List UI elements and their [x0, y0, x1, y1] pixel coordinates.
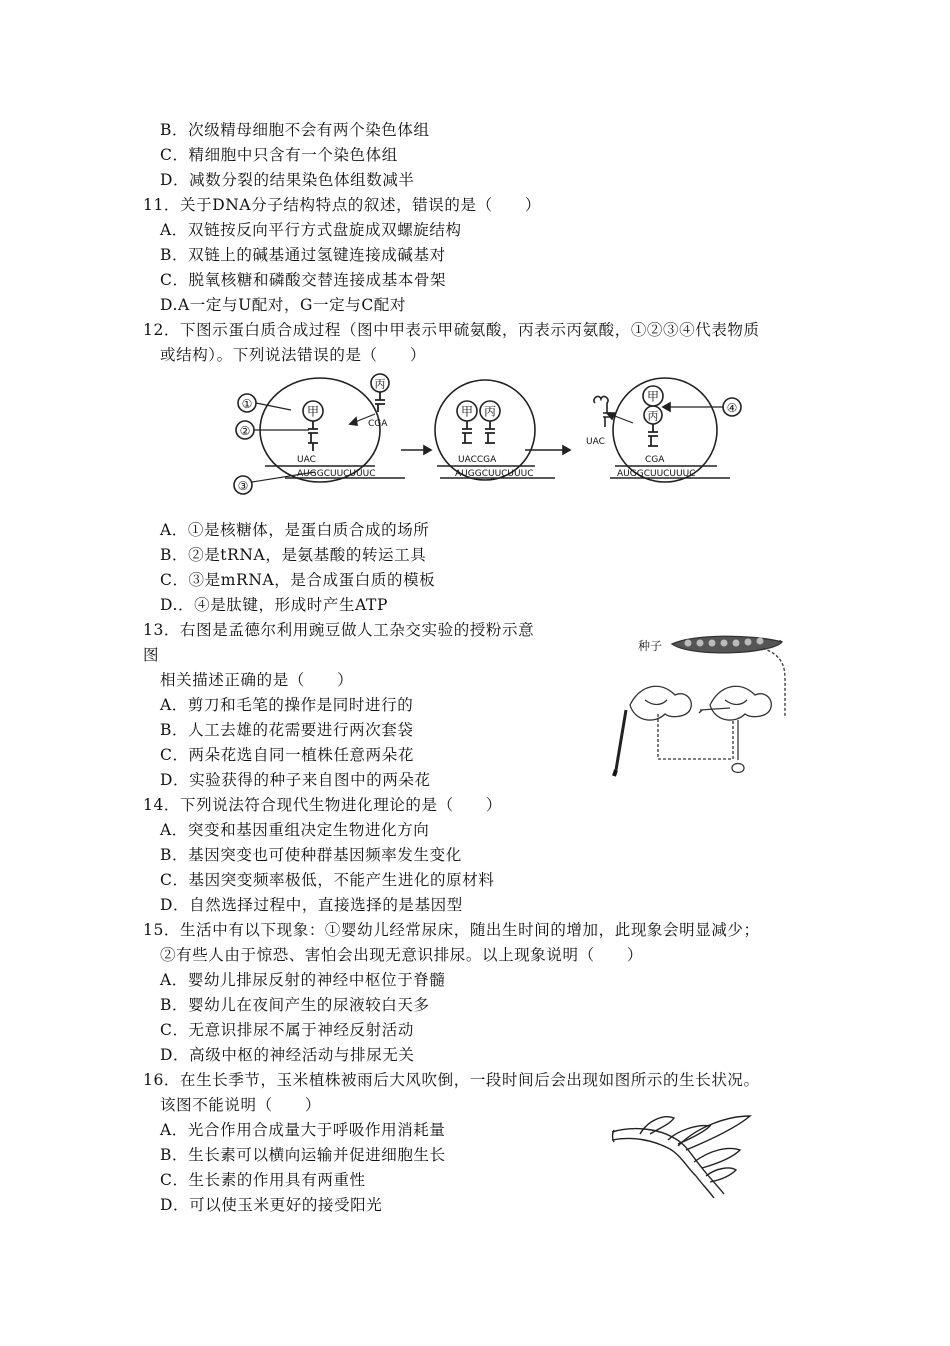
anticodon-cga-3: CGA	[645, 455, 665, 465]
q13-option-c: C．两朵花选自同一植株任意两朵花	[160, 746, 414, 764]
q11-option-d: D.A一定与U配对，G一定与C配对	[160, 296, 407, 314]
q16-option-a: A．光合作用合成量大于呼吸作用消耗量	[160, 1121, 446, 1139]
q16-option-b: B．生长素可以横向运输并促进细胞生长	[160, 1146, 446, 1164]
q14-option-c: C．基因突变频率极低，不能产生进化的原材料	[160, 871, 495, 889]
q13-stem-line3: 相关描述正确的是（ ）	[160, 671, 354, 689]
q14-option-b: B．基因突变也可使种群基因频率发生变化	[160, 846, 462, 864]
q16-option-c: C．生长素的作用具有两重性	[160, 1171, 366, 1189]
q11-option-c: C．脱氧核糖和磷酸交替连接成基本骨架	[160, 271, 447, 289]
q15-option-b: B．婴幼儿在夜间产生的尿液较白天多	[160, 996, 430, 1014]
bing-label-1: 丙	[374, 377, 386, 391]
q10-option-b: B．次级精母细胞不会有两个染色体组	[160, 121, 430, 139]
label-2: ②	[239, 424, 251, 438]
q11-option-b: B．双链上的碱基通过氢键连接成碱基对	[160, 246, 446, 264]
anticodon-uac-1: UAC	[297, 455, 316, 465]
q14-stem: 14．下列说法符合现代生物进化理论的是（ ）	[143, 796, 503, 814]
anticodon-cga-incoming: CGA	[368, 419, 388, 429]
q16-option-d: D．可以使玉米更好的接受阳光	[160, 1196, 383, 1214]
q13-option-a: A．剪刀和毛笔的操作是同时进行的	[160, 696, 414, 714]
anticodon-uaccga-2: UACCGA	[458, 455, 497, 465]
q10-option-c: C．精细胞中只含有一个染色体组	[160, 146, 398, 164]
mrna-seq-2: AUGGCUUCUUUC	[455, 469, 534, 479]
ribosome-2	[435, 380, 535, 480]
q12-option-b: B．②是tRNA，是氨基酸的转运工具	[160, 546, 427, 564]
label-4: ④	[726, 401, 738, 415]
q11-stem: 11．关于DNA分子结构特点的叙述，错误的是（ ）	[143, 196, 542, 214]
pollination-figure	[600, 630, 800, 780]
q16-stem-line1: 16．在生长季节，玉米植株被雨后大风吹倒，一段时间后会出现如图所示的生长状况。	[143, 1071, 760, 1089]
scissors-tool	[732, 720, 744, 773]
anticodon-uac-released: UAC	[586, 437, 605, 447]
jia-label-2: 甲	[460, 404, 474, 419]
q12-option-c: C．③是mRNA，是合成蛋白质的模板	[160, 571, 436, 589]
q13-option-b: B．人工去雄的花需要进行两次套袋	[160, 721, 414, 739]
q13-stem-line2: 图	[143, 646, 160, 664]
q15-stem-line2: ②有些人由于惊恐、害怕会出现无意识排尿。以上现象说明（ ）	[160, 946, 644, 964]
trna-1	[308, 421, 318, 451]
q14-option-d: D．自然选择过程中，直接选择的是基因型	[160, 896, 463, 914]
q14-option-a: A．突变和基因重组决定生物进化方向	[160, 821, 430, 839]
jia-label-1: 甲	[306, 404, 320, 419]
brush-tool	[616, 710, 626, 770]
q12-option-a: A．①是核糖体，是蛋白质合成的场所	[160, 521, 430, 539]
bing-label-3: 丙	[647, 409, 659, 423]
jia-label-3: 甲	[646, 389, 660, 404]
mrna-seq-3: AUGGCUUCUUUC	[617, 469, 696, 479]
q15-option-a: A．婴幼儿排尿反射的神经中枢位于脊髓	[160, 971, 446, 989]
label-1: ①	[241, 397, 253, 411]
corn-plant-figure	[610, 1110, 760, 1202]
q11-option-a: A．双链按反向平行方式盘旋成双螺旋结构	[160, 221, 462, 239]
protein-synthesis-figure	[225, 368, 755, 503]
label-3: ③	[237, 479, 249, 493]
flower-2	[699, 686, 771, 720]
q13-stem-line1: 13．右图是孟德尔利用豌豆做人工杂交实验的授粉示意	[143, 621, 535, 639]
q15-stem-line1: 15．生活中有以下现象：①婴幼儿经常尿床，随出生时间的增加，此现象会明显减少；	[143, 921, 760, 939]
q13-option-d: D．实验获得的种子来自图中的两朵花	[160, 771, 431, 789]
q12-option-d: D.．④是肽键，形成时产生ATP	[160, 596, 389, 614]
q16-stem-line2: 该图不能说明（ ）	[160, 1096, 322, 1114]
q12-stem-line1: 12．下图示蛋白质合成过程（图中甲表示甲硫氨酸，丙表示丙氨酸，①②③④代表物质	[143, 321, 760, 339]
flower-1	[630, 686, 733, 759]
mrna-seq-1: AUGGCUUCUUUC	[297, 469, 376, 479]
bing-label-2: 丙	[483, 404, 497, 419]
corn-leaf-2	[678, 1116, 750, 1150]
q15-option-d: D．高级中枢的神经活动与排尿无关	[160, 1046, 415, 1064]
q15-option-c: C．无意识排尿不属于神经反射活动	[160, 1021, 414, 1039]
q10-option-d: D．减数分裂的结果染色体组数减半	[160, 171, 415, 189]
q12-stem-line2: 或结构）。下列说法错误的是（ ）	[160, 346, 426, 364]
seed-label: 种子	[638, 639, 663, 653]
